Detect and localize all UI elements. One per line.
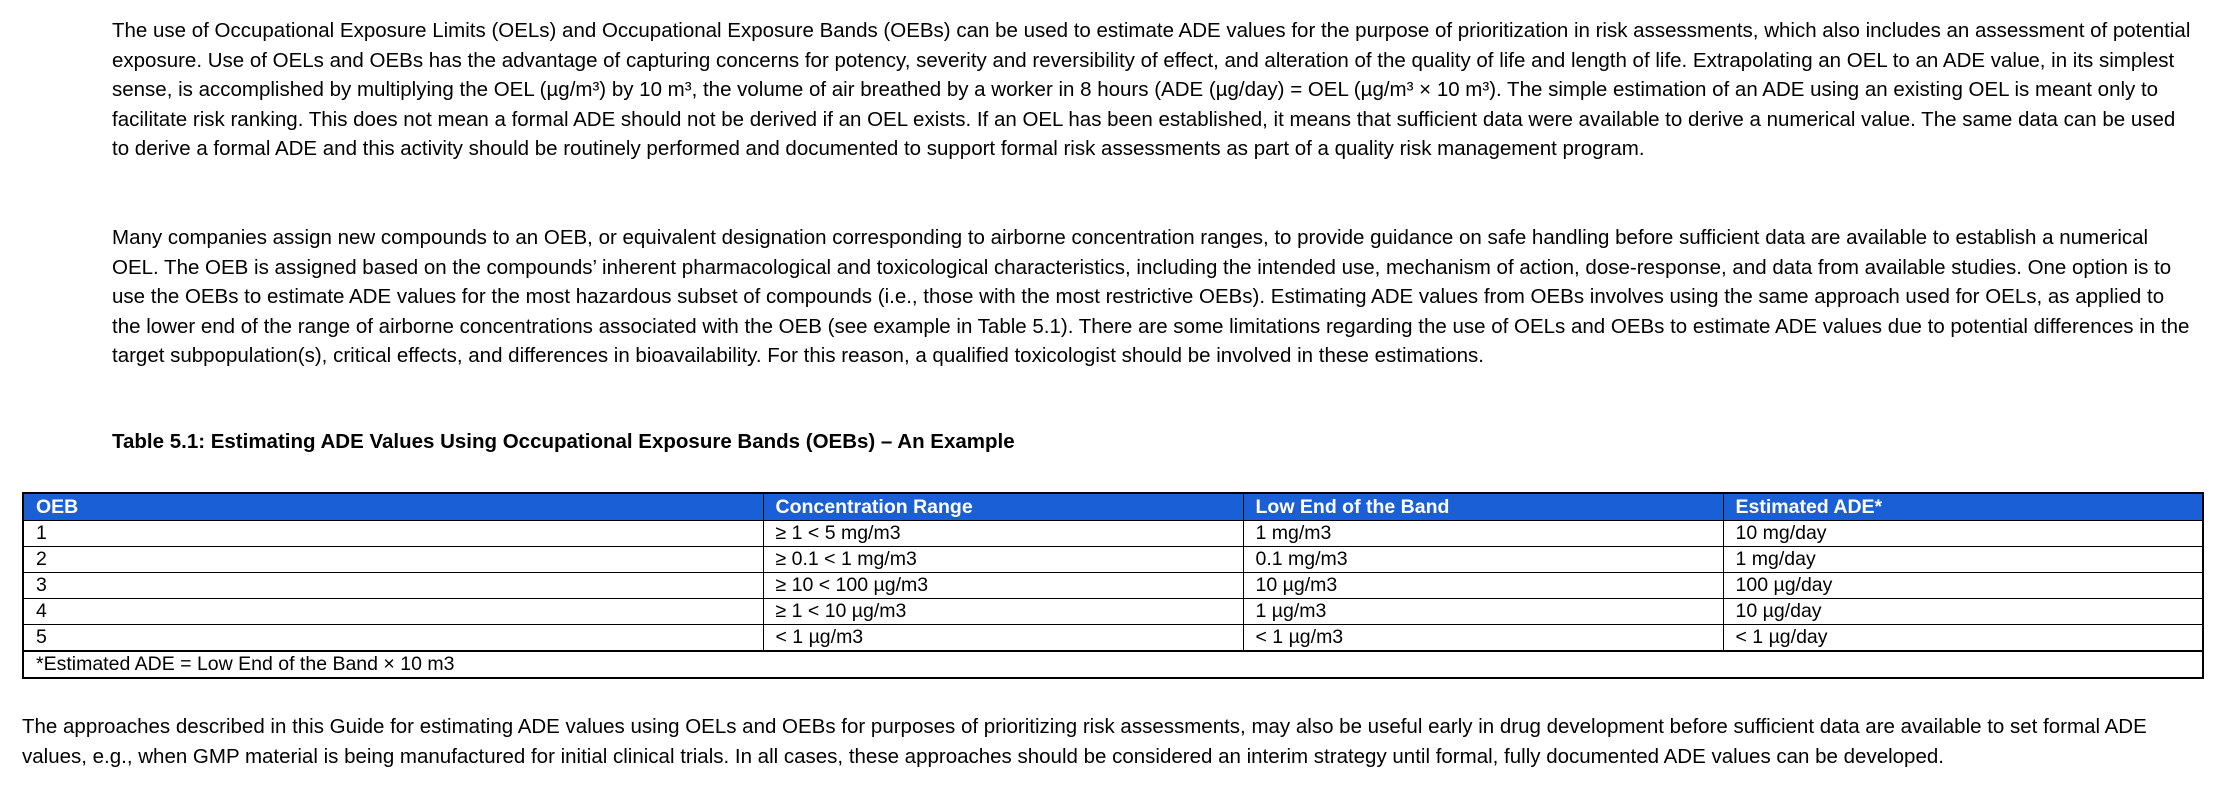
paragraph-oel-oeb-usage: The use of Occupational Exposure Limits (OELs) and Occupational Exposure Bands (OEBs) can be used to estimate ADE values for the purpose of prioritization in risk assessments, which also includes an assessment of potential exposure. Use of OELs and OEBs has the advantage of capturing concerns for potency, severity and reversibility of effect, and alteration of the quality of life and length of life. Extrapolating an OEL to an ADE value, in its simplest sense, is accomplished by multiplying the OEL (µg/m³) by 10 m³, the volume of air breathed by a worker in 8 hours (ADE (µg/day) = OEL (µg/m³ × 10 m³). The simple estimation of an ADE using an existing OEL is meant only to facilitate risk ranking. This does not mean a formal ADE should not be derived if an OEL exists. If an OEL has been established, it means that sufficient data were available to derive a numerical value. The same data can be used to derive a formal ADE and this activity should be routinely performed and documented to support formal risk assessments as part of a quality risk management program.	[112, 19, 2191, 161]
cell-oeb: 3	[23, 573, 763, 599]
table-footnote-row	[23, 651, 2203, 678]
cell-oeb: 2	[23, 547, 763, 573]
header-concentration-range: Concentration Range	[763, 493, 1243, 521]
cell-concentration-range: ≥ 1 < 10 µg/m3	[763, 599, 1243, 625]
header-oeb: OEB	[23, 493, 763, 521]
header-estimated-ade: Estimated ADE*	[1723, 493, 2203, 521]
header-low-end-of-band: Low End of the Band	[1243, 493, 1723, 521]
cell-estimated-ade: 10 µg/day	[1723, 599, 2203, 625]
cell-low-end-of-band: 0.1 mg/m3	[1243, 547, 1723, 573]
cell-concentration-range: ≥ 0.1 < 1 mg/m3	[763, 547, 1243, 573]
paragraph-approaches: The approaches described in this Guide for estimating ADE values using OELs and OEBs for purposes of prioritizing risk assessments, may also be useful early in drug development before sufficient data are available to set formal ADE values, e.g., when GMP material is being manufactured for initial clinical trials. In all cases, these approaches should be considered an interim strategy until formal, fully documented ADE values can be developed.	[22, 715, 2147, 768]
cell-estimated-ade: 100 µg/day	[1723, 573, 2203, 599]
cell-estimated-ade: 10 mg/day	[1723, 521, 2203, 547]
cell-estimated-ade: 1 mg/day	[1723, 547, 2203, 573]
table-caption: Table 5.1: Estimating ADE Values Using Occupational Exposure Bands (OEBs) – An Example	[112, 430, 1015, 453]
cell-concentration-range: < 1 µg/m3	[763, 625, 1243, 652]
table-header-row	[23, 493, 2203, 521]
cell-concentration-range: ≥ 1 < 5 mg/m3	[763, 521, 1243, 547]
table-footnote: *Estimated ADE = Low End of the Band × 10 m3	[23, 651, 2203, 678]
cell-concentration-range: ≥ 10 < 100 µg/m3	[763, 573, 1243, 599]
cell-estimated-ade: < 1 µg/day	[1723, 625, 2203, 652]
cell-low-end-of-band: 10 µg/m3	[1243, 573, 1723, 599]
paragraph-oeb-assignment: Many companies assign new compounds to an OEB, or equivalent designation corresponding to airborne concentration ranges, to provide guidance on safe handling before sufficient data are available to establish a numerical OEL. The OEB is assigned based on the compounds’ inherent pharmacological and toxicological characteristics, including the intended use, mechanism of action, dose-response, and data from available studies. One option is to use the OEBs to estimate ADE values for the most hazardous subset of compounds (i.e., those with the most restrictive OEBs). Estimating ADE values from OEBs involves using the same approach used for OELs, as applied to the lower end of the range of airborne concentrations associated with the OEB (see example in Table 5.1). There are some limitations regarding the use of OELs and OEBs to estimate ADE values due to potential differences in the target subpopulation(s), critical effects, and differences in bioavailability. For this reason, a qualified toxicologist should be involved in these estimations.	[112, 226, 2190, 368]
table-row	[23, 599, 2203, 625]
cell-oeb: 4	[23, 599, 763, 625]
table-row	[23, 573, 2203, 599]
table-row	[23, 547, 2203, 573]
oeb-ade-table	[22, 492, 2204, 679]
cell-oeb: 5	[23, 625, 763, 652]
cell-oeb: 1	[23, 521, 763, 547]
table-row	[23, 625, 2203, 652]
cell-low-end-of-band: < 1 µg/m3	[1243, 625, 1723, 652]
table-row	[23, 521, 2203, 547]
cell-low-end-of-band: 1 mg/m3	[1243, 521, 1723, 547]
cell-low-end-of-band: 1 µg/m3	[1243, 599, 1723, 625]
